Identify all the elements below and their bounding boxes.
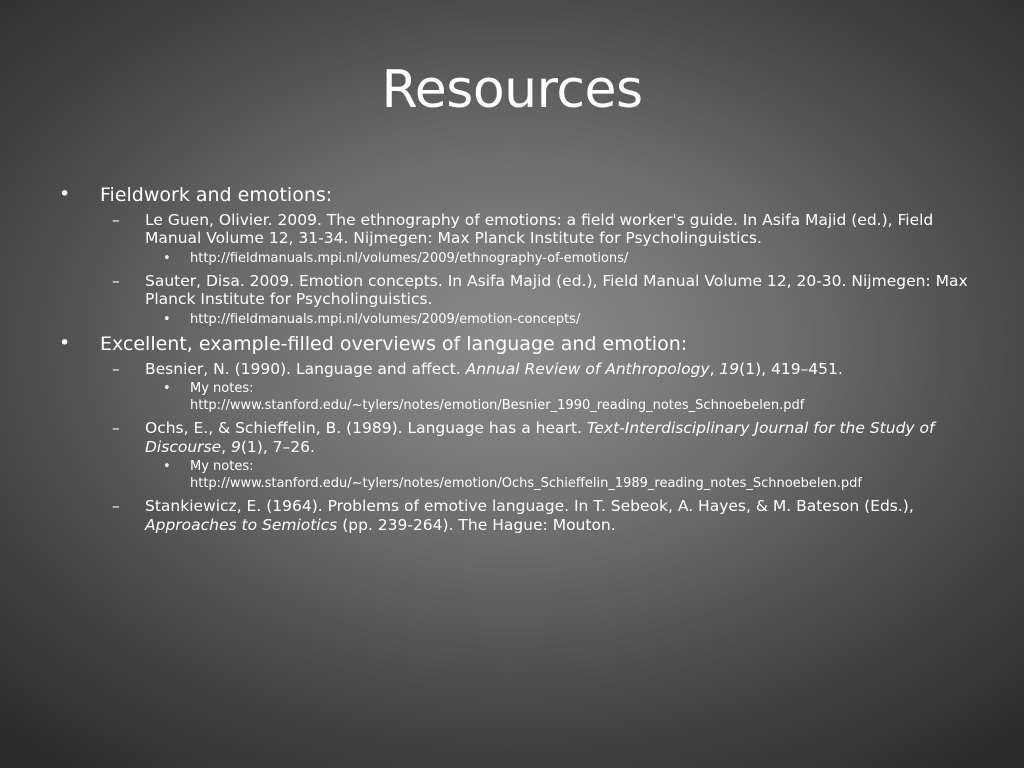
dash-marker: –	[112, 271, 120, 290]
slide-title: Resources	[381, 60, 643, 120]
notes-label: My notes:	[190, 459, 254, 475]
dash-marker: –	[112, 497, 120, 516]
volume: 19	[719, 359, 740, 378]
url-link[interactable]: http://fieldmanuals.mpi.nl/volumes/2009/ethnography-of-emotions/	[190, 250, 629, 266]
url-link[interactable]: http://fieldmanuals.mpi.nl/volumes/2009/emotion-concepts/	[190, 312, 581, 328]
bullet-marker: •	[163, 381, 171, 397]
dash-marker: –	[112, 419, 120, 438]
reference-text-pre: Besnier, N. (1990). Language and affect.	[145, 359, 466, 378]
bullet-text: Excellent, example-filled overviews of language and emotion:	[100, 332, 688, 355]
reference-text-post: (pp. 239-264). The Hague: Mouton.	[337, 515, 616, 534]
reference-leguen	[56, 211, 976, 248]
bullet-marker: •	[163, 250, 171, 266]
book-title: Approaches to Semiotics	[145, 515, 338, 534]
reference-text-post: (1), 7–26.	[240, 437, 315, 456]
reference-text-pre: Stankiewicz, E. (1964). Problems of emotive language. In T. Sebeok, A. Hayes, & M. Bateson (Eds.),	[145, 497, 914, 516]
reference-text-pre: Ochs, E., & Schieffelin, B. (1989). Language has a heart.	[145, 419, 587, 438]
bullet-marker: •	[163, 312, 171, 328]
comma: ,	[221, 437, 231, 456]
url-link[interactable]: http://www.stanford.edu/~tylers/notes/emotion/Ochs_Schieffelin_1989_reading_notes_Schnoebelen.pdf	[190, 476, 862, 492]
link-sauter	[56, 312, 976, 329]
dash-marker: –	[112, 359, 120, 378]
reference-stankiewicz	[56, 497, 976, 534]
reference-besnier	[56, 360, 976, 379]
url-link[interactable]: http://www.stanford.edu/~tylers/notes/emotion/Besnier_1990_reading_notes_Schnoebelen.pdf	[190, 398, 805, 414]
bullet-overviews	[56, 333, 976, 356]
bullet-marker: •	[163, 459, 171, 475]
bullet-marker: •	[59, 331, 71, 354]
journal-title: Text-Interdisciplinary Journal for the Study of Discourse	[145, 419, 935, 456]
reference-text: Le Guen, Olivier. 2009. The ethnography of emotions: a field worker's guide. In Asifa Majid (ed.), Field Manual Volume 12, 31-34. Nijmegen: Max Planck Institute for Psycholinguistics.	[145, 210, 934, 248]
volume: 9	[231, 437, 241, 456]
bullet-fieldwork	[56, 184, 976, 207]
notes-label: My notes:	[190, 381, 254, 397]
comma: ,	[709, 359, 720, 378]
reference-text-post: (1), 419–451.	[739, 359, 843, 378]
notes-besnier	[56, 381, 976, 415]
reference-text: Sauter, Disa. 2009. Emotion concepts. In Asifa Majid (ed.), Field Manual Volume 12, 20-30. Nijmegen: Max Planck Institute for Psycholinguistics.	[145, 271, 968, 309]
slide-content	[56, 180, 976, 534]
bullet-text: Fieldwork and emotions:	[100, 184, 333, 206]
dash-marker: –	[112, 210, 120, 229]
link-leguen	[56, 251, 976, 268]
reference-sauter	[56, 272, 976, 309]
notes-ochs	[56, 459, 976, 493]
journal-title: Annual Review of Anthropology	[465, 359, 710, 378]
reference-ochs	[56, 419, 976, 456]
bullet-marker: •	[59, 183, 71, 205]
